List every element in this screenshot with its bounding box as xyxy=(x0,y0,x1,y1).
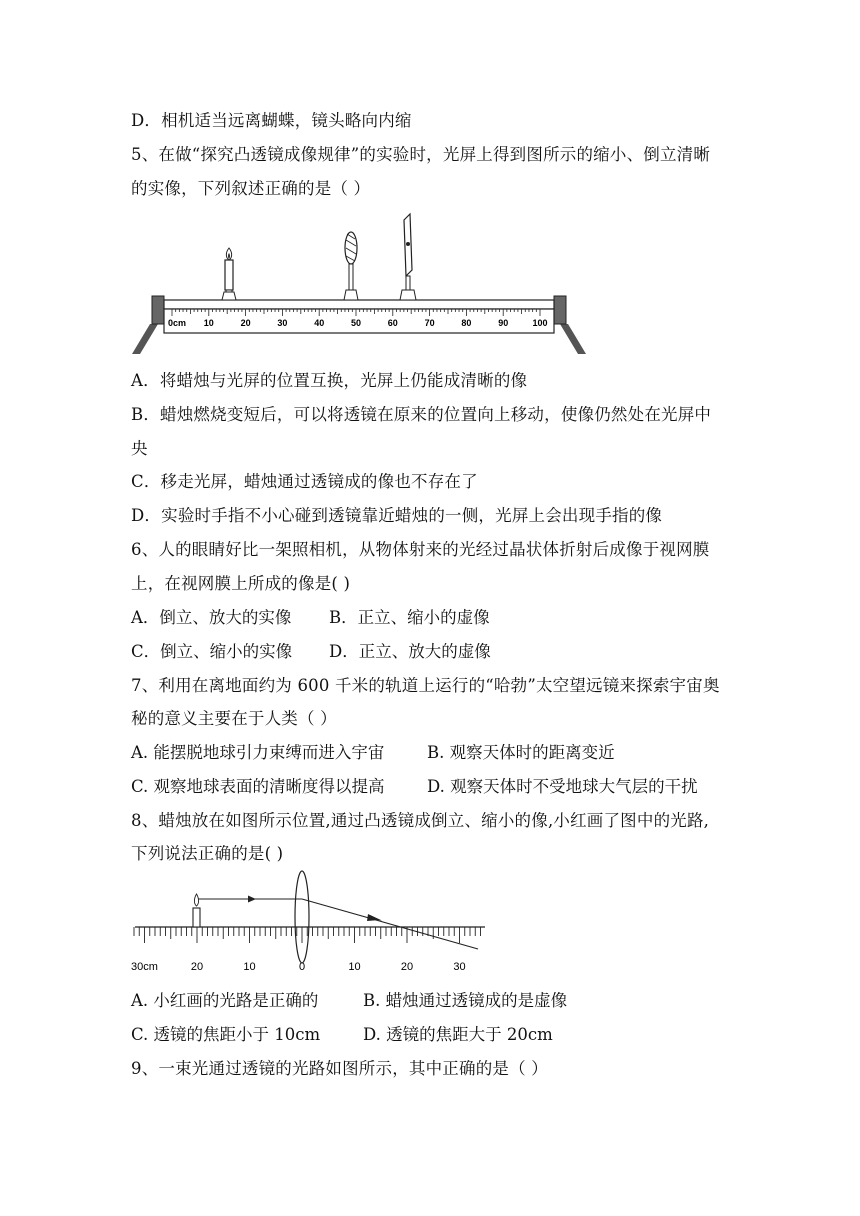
scale-label: 40 xyxy=(314,318,325,328)
scale-label: 0cm xyxy=(168,318,187,328)
q6-option-d: D．正立、放大的虚像 xyxy=(329,642,491,661)
scale-label: 0 xyxy=(298,961,306,973)
q5-stem-line1: 5、在做“探究凸透镜成像规律”的实验时，光屏上得到图所示的缩小、倒立清晰 xyxy=(131,145,711,164)
q8-option-d: D. 透镜的焦距大于 20cm xyxy=(363,1025,553,1044)
scale-label: 50 xyxy=(350,318,362,328)
q5-option-a: A．将蜡烛与光屏的位置互换，光屏上仍能成清晰的像 xyxy=(131,371,528,390)
q8-option-c: C. 透镜的焦距小于 10cm xyxy=(131,1025,321,1044)
convex-lens-icon xyxy=(344,232,358,300)
q5-option-c: C．移走光屏，蜡烛通过透镜成的像也不存在了 xyxy=(131,472,478,491)
scale-label: 30cm xyxy=(131,961,158,973)
q7-option-b: B. 观察天体时的距离变近 xyxy=(427,743,615,762)
q7-stem-line1: 7、利用在离地面约为 600 千米的轨道上运行的“哈勃”太空望远镜来探索宇宙奥 xyxy=(131,676,720,695)
scale-label: 70 xyxy=(424,318,435,328)
q8-stem-line1: 8、蜡烛放在如图所示位置,通过凸透镜成倒立、缩小的像,小红画了图中的光路, xyxy=(131,811,710,830)
q6-option-b: B．正立、缩小的虚像 xyxy=(329,608,490,627)
q8-option-a: A. 小红画的光路是正确的 xyxy=(131,991,319,1010)
scale-label: 30 xyxy=(453,961,466,973)
q7-option-a: A. 能摆脱地球引力束缚而进入宇宙 xyxy=(131,743,385,762)
q6-stem-line1: 6、人的眼睛好比一架照相机，从物体射来的光经过晶状体折射后成像于视网膜 xyxy=(131,540,710,559)
q7-stem-line2: 秘的意义主要在于人类（ ） xyxy=(131,709,337,728)
q8-ray-diagram-figure xyxy=(130,872,500,982)
q5-option-b-line1: B．蜡烛燃烧变短后，可以将透镜在原来的位置向上移动，使像仍然处在光屏中 xyxy=(131,405,712,424)
candle-icon xyxy=(222,248,236,300)
prev-question-option-d: D．相机适当远离蝴蝶，镜头略向内缩 xyxy=(131,111,412,130)
q8-stem-line2: 下列说法正确的是( ) xyxy=(131,844,284,863)
q5-stem-line2: 的实像，下列叙述正确的是（ ） xyxy=(131,179,371,198)
scale-label: 100 xyxy=(532,318,548,328)
scale-label: 10 xyxy=(203,318,214,328)
q7-option-d: D. 观察天体时不受地球大气层的干扰 xyxy=(427,777,698,796)
scale-label: 60 xyxy=(387,318,398,328)
q9-stem-line1: 9、一束光通过透镜的光路如图所示，其中正确的是（ ） xyxy=(131,1059,548,1078)
scale-label: 30 xyxy=(277,318,288,328)
q5-optical-bench-figure xyxy=(128,212,588,362)
scale-label: 10 xyxy=(243,961,256,973)
q6-option-a: A．倒立、放大的实像 xyxy=(131,608,292,627)
q7-option-c: C. 观察地球表面的清晰度得以提高 xyxy=(131,777,385,796)
scale-label: 20 xyxy=(190,961,204,973)
q5-option-b-line2: 央 xyxy=(131,439,148,458)
q5-option-d: D．实验时手指不小心碰到透镜靠近蜡烛的一侧，光屏上会出现手指的像 xyxy=(131,506,663,525)
scale-label: 20 xyxy=(240,318,251,328)
scale-label: 80 xyxy=(461,318,472,328)
q6-option-c: C．倒立、缩小的实像 xyxy=(131,642,293,661)
scale-label: 20 xyxy=(400,961,414,973)
scale-label: 10 xyxy=(348,961,361,973)
light-screen-icon xyxy=(400,214,416,300)
scale-label: 90 xyxy=(498,318,509,328)
convex-lens-icon xyxy=(295,871,309,963)
q6-stem-line2: 上，在视网膜上所成的像是( ) xyxy=(131,574,351,593)
q8-option-b: B. 蜡烛通过透镜成的是虚像 xyxy=(363,991,568,1010)
